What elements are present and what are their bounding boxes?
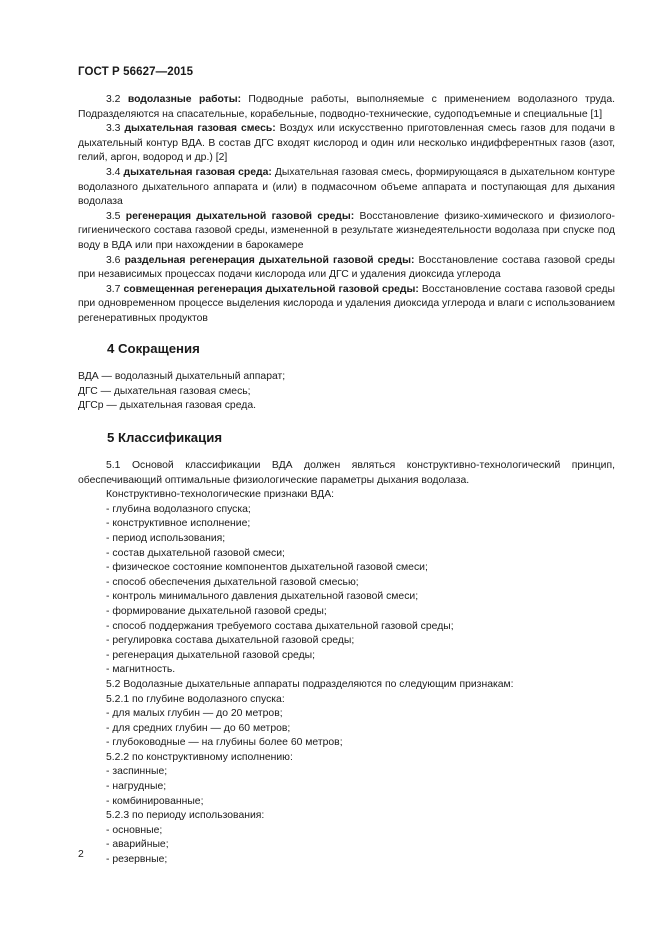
list-item: - для средних глубин — до 60 метров; — [106, 722, 615, 737]
classification-section — [78, 459, 615, 868]
features-list — [78, 503, 615, 678]
paragraph-5-1: 5.1 Основой классификации ВДА должен являться конструктивно-технологический принцип, обеспечивающий оптимальные физиологические параметры дыхания водолаза. — [78, 460, 615, 486]
list-item: - конструктивное исполнение; — [106, 517, 615, 532]
term-3-6: 3.6 раздельная регенерация дыхательной газовой среды: Восстановление состава газовой среды при независимых процессах подачи кислорода или ДГС и удаления диоксида углерода — [78, 254, 615, 281]
paragraph-5-2: 5.2 Водолазные дыхательные аппараты подразделяются по следующим признакам: — [106, 678, 514, 690]
term-3-7: 3.7 совмещенная регенерация дыхательной газовой среды: Восстановление состава газовой среды при одновременном процессе выделения кислорода и удаления диоксида углерода и влаги с использованием регенеративных продуктов — [78, 283, 615, 324]
abbreviation-item: ДГСр — дыхательная газовая среда. — [78, 400, 256, 412]
list-item: - регулировка состава дыхательной газовой среды; — [106, 634, 615, 649]
list-item: - период использования; — [106, 532, 615, 547]
depth-list — [78, 707, 615, 751]
list-item: - глубоководные — на глубины более 60 метров; — [106, 736, 615, 751]
terms-section — [78, 93, 615, 327]
list-item: - основные; — [106, 824, 615, 839]
list-item: - аварийные; — [106, 838, 615, 853]
design-list — [78, 765, 615, 809]
abbreviation-item: ДГС — дыхательная газовая смесь; — [78, 385, 251, 397]
paragraph-5-2-3: 5.2.3 по периоду использования: — [106, 810, 265, 822]
list-item: - глубина водолазного спуска; — [106, 503, 615, 518]
abbreviation-item: ВДА — водолазный дыхательный аппарат; — [78, 371, 286, 382]
paragraph-5-2-2: 5.2.2 по конструктивному исполнению: — [106, 751, 293, 763]
list-item: - заспинные; — [106, 765, 615, 780]
page-number: 2 — [78, 849, 84, 860]
list-item: - контроль минимального давления дыхательной газовой смеси; — [106, 590, 615, 605]
abbreviations-list — [78, 370, 615, 414]
term-3-3: 3.3 дыхательная газовая смесь: Воздух или искусственно приготовленная смесь газов для подачи в дыхательный контур ВДА. В состав ДГС входят кислород и один или несколько индифферентных газов (азот, гелий, аргон, водород и др.) [2] — [78, 123, 615, 164]
term-3-2: 3.2 водолазные работы: Подводные работы, выполняемые с применением водолазного труда. Подразделяются на спасательные, корабельные, подводно-технические, судоподъемные и специальные [1] — [78, 94, 615, 120]
list-item: - способ обеспечения дыхательной газовой смесью; — [106, 576, 615, 591]
list-item: - нагрудные; — [106, 780, 615, 795]
list-item: - состав дыхательной газовой смеси; — [106, 547, 615, 562]
list-item: - для малых глубин — до 20 метров; — [106, 707, 615, 722]
features-intro: Конструктивно-технологические признаки ВДА: — [106, 489, 335, 501]
list-item: - комбинированные; — [106, 795, 615, 810]
list-item: - регенерация дыхательной газовой среды; — [106, 649, 615, 664]
document-header: ГОСТ Р 56627—2015 — [78, 66, 194, 78]
list-item: - формирование дыхательной газовой среды; — [106, 605, 615, 620]
list-item: - физическое состояние компонентов дыхательной газовой смеси; — [106, 561, 615, 576]
section-5-heading: 5 Классификация — [107, 430, 223, 445]
section-4-heading: 4 Сокращения — [107, 341, 200, 356]
paragraph-5-2-1: 5.2.1 по глубине водолазного спуска: — [106, 693, 285, 705]
period-list — [78, 824, 615, 868]
list-item: - резервные; — [106, 853, 615, 868]
list-item: - способ поддержания требуемого состава дыхательной газовой среды; — [106, 620, 615, 635]
list-item: - магнитность. — [106, 663, 615, 678]
term-3-5: 3.5 регенерация дыхательной газовой среды: Восстановление физико-химического и физиолого-гигиенического состава газовой среды, измененной в результате жизнедеятельности водолаза при спуске под воду в ВДА или при нахождении в барокамере — [78, 210, 615, 251]
term-3-4: 3.4 дыхательная газовая среда: Дыхательная газовая смесь, формирующаяся в дыхательном контуре водолазного дыхательного аппарата и (или) в подмасочном объеме аппарата и поступающая для дыхания водолаза — [78, 166, 615, 208]
